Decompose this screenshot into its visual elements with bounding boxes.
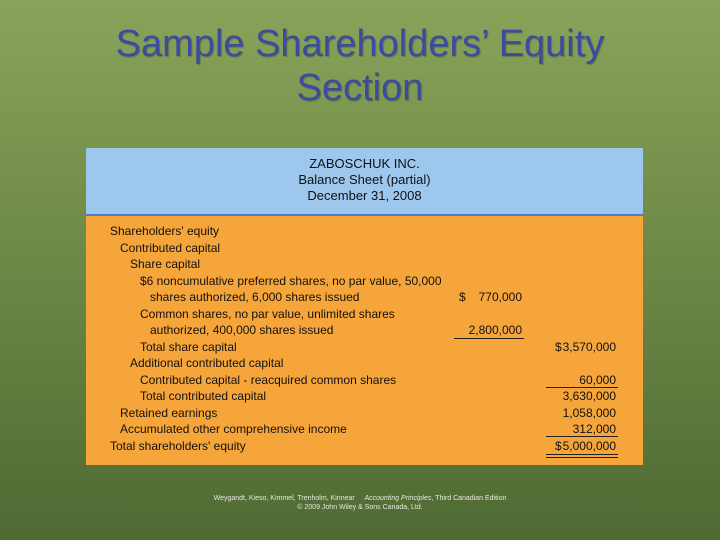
line-total-contributed-capital: Total contributed capital bbox=[140, 389, 267, 403]
slide-footer bbox=[0, 494, 720, 512]
line-common-shares-2: authorized, 400,000 shares issued bbox=[150, 323, 334, 337]
line-common-shares-1: Common shares, no par value, unlimited shares bbox=[140, 307, 395, 321]
double-rule-bottom bbox=[546, 457, 618, 458]
total-contributed-amount: 3,630,000 bbox=[562, 389, 616, 403]
footer-citation bbox=[0, 494, 720, 503]
line-preferred-shares-1: $6 noncumulative preferred shares, no par value, 50,000 bbox=[140, 274, 442, 288]
preferred-dollar-sign: $ bbox=[459, 290, 466, 304]
footer-edition: , Third Canadian Edition bbox=[431, 495, 507, 502]
total-share-capital-dollar-sign: $ bbox=[555, 340, 562, 354]
statement-name: Balance Sheet (partial) bbox=[298, 172, 431, 187]
footer-authors: Weygandt, Kieso, Kimmel, Trenholm, Kinnear bbox=[213, 495, 355, 502]
contributed-rule bbox=[546, 387, 618, 388]
company-name: ZABOSCHUK INC. bbox=[309, 156, 420, 171]
footer-copyright: © 2009 John Wiley & Sons Canada, Ltd. bbox=[297, 504, 423, 511]
line-total-shareholders-equity: Total shareholders' equity bbox=[110, 439, 246, 453]
statement-date: December 31, 2008 bbox=[307, 188, 422, 203]
aoci-amount: 312,000 bbox=[572, 422, 616, 436]
balance-sheet-header bbox=[86, 148, 643, 216]
line-share-capital: Share capital bbox=[130, 257, 201, 271]
slide-title-line-2: Section bbox=[296, 67, 424, 109]
retained-earnings-amount: 1,058,000 bbox=[562, 406, 616, 420]
common-amount: 2,800,000 bbox=[468, 323, 522, 337]
double-rule-top bbox=[546, 454, 618, 455]
line-reacquired-common: Contributed capital - reacquired common shares bbox=[140, 373, 397, 387]
line-total-share-capital: Total share capital bbox=[140, 340, 237, 354]
reacquired-amount: 60,000 bbox=[579, 373, 616, 387]
footer-book-title: Accounting Principles bbox=[364, 495, 432, 502]
line-shareholders-equity: Shareholders' equity bbox=[110, 224, 220, 238]
subtotal-rule bbox=[454, 338, 524, 339]
slide-title bbox=[0, 22, 720, 110]
line-additional-contributed-capital: Additional contributed capital bbox=[130, 356, 284, 370]
line-aoci: Accumulated other comprehensive income bbox=[120, 422, 347, 436]
slide-title-line-1: Sample Shareholders’ Equity bbox=[115, 23, 605, 65]
line-contributed-capital: Contributed capital bbox=[120, 241, 221, 255]
total-rule bbox=[546, 436, 618, 437]
balance-sheet-panel bbox=[86, 148, 643, 465]
line-retained-earnings: Retained earnings bbox=[120, 406, 218, 420]
total-share-capital-amount: 3,570,000 bbox=[562, 340, 616, 354]
preferred-amount: 770,000 bbox=[478, 290, 522, 304]
total-equity-dollar-sign: $ bbox=[555, 439, 562, 453]
total-equity-amount: 5,000,000 bbox=[562, 439, 616, 453]
line-preferred-shares-2: shares authorized, 6,000 shares issued bbox=[150, 290, 360, 304]
